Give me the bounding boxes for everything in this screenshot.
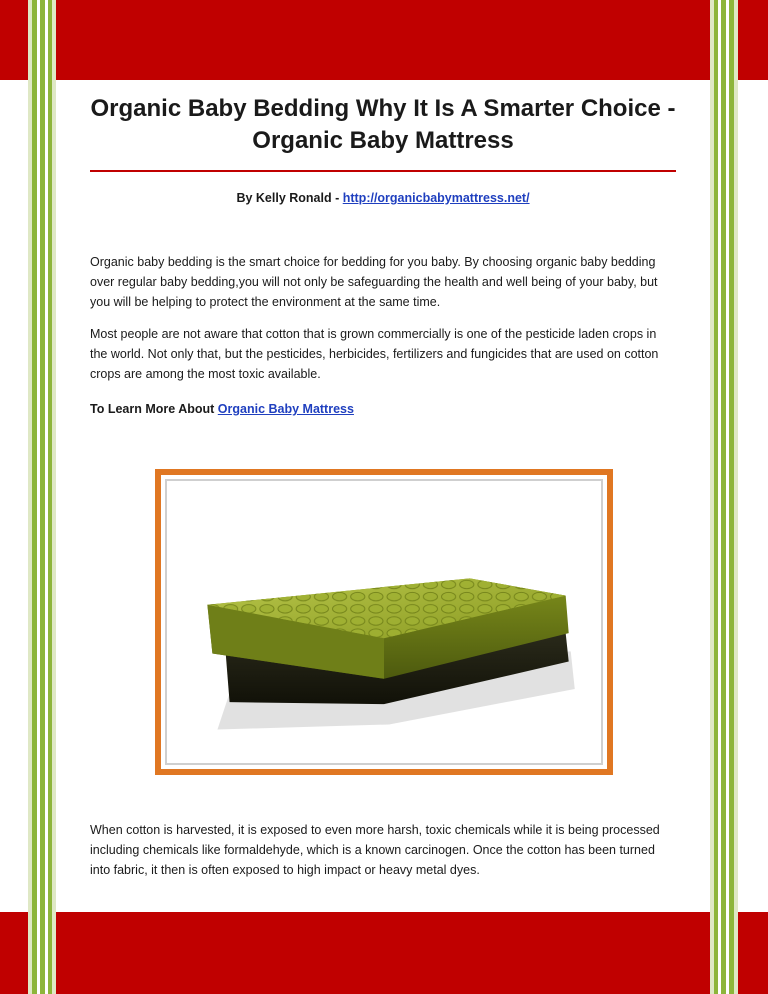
title-line-1: Organic Baby Bedding Why It Is A Smarter Choice - bbox=[90, 95, 676, 122]
paragraph-harvest: When cotton is harvested, it is exposed to even more harsh, toxic chemicals while it is being processed including chemicals like formaldehyde, which is a known carcinogen. Once the cotton has been turned into fabric, it then is often exposed to high impact or heavy metal dyes. bbox=[90, 823, 660, 877]
page-title bbox=[90, 93, 676, 157]
mattress-illustration bbox=[167, 481, 601, 763]
paragraph-cotton: Most people are not aware that cotton that is grown commercially is one of the pesticide laden crops in the world. Not only that, but the pesticides, herbicides, fertilizers and fungicides that are used on cotton crops are among the most toxic available. bbox=[90, 327, 659, 381]
byline-author: By Kelly Ronald - bbox=[236, 191, 343, 205]
article bbox=[90, 80, 676, 877]
learn-more-line bbox=[90, 402, 676, 416]
paragraph-intro: Organic baby bedding is the smart choice for bedding for you baby. By choosing organic baby bedding over regular baby bedding,you will not only be safeguarding the health and well being of your baby, but you will be helping to protect the environment at the same time. bbox=[90, 255, 658, 309]
title-line-2: Organic Baby Mattress bbox=[252, 127, 514, 154]
left-decorative-stripe bbox=[28, 0, 56, 994]
header-band bbox=[0, 0, 768, 80]
byline-link[interactable]: http://organicbabymattress.net/ bbox=[342, 191, 530, 205]
learn-more-label: To Learn More About bbox=[90, 402, 218, 416]
mattress-image bbox=[165, 479, 603, 765]
footer-band bbox=[0, 912, 768, 994]
title-divider bbox=[90, 170, 676, 172]
learn-more-link[interactable]: Organic Baby Mattress bbox=[217, 402, 354, 416]
byline bbox=[90, 191, 676, 205]
mattress-image-frame bbox=[155, 469, 613, 775]
right-decorative-stripe bbox=[710, 0, 738, 994]
